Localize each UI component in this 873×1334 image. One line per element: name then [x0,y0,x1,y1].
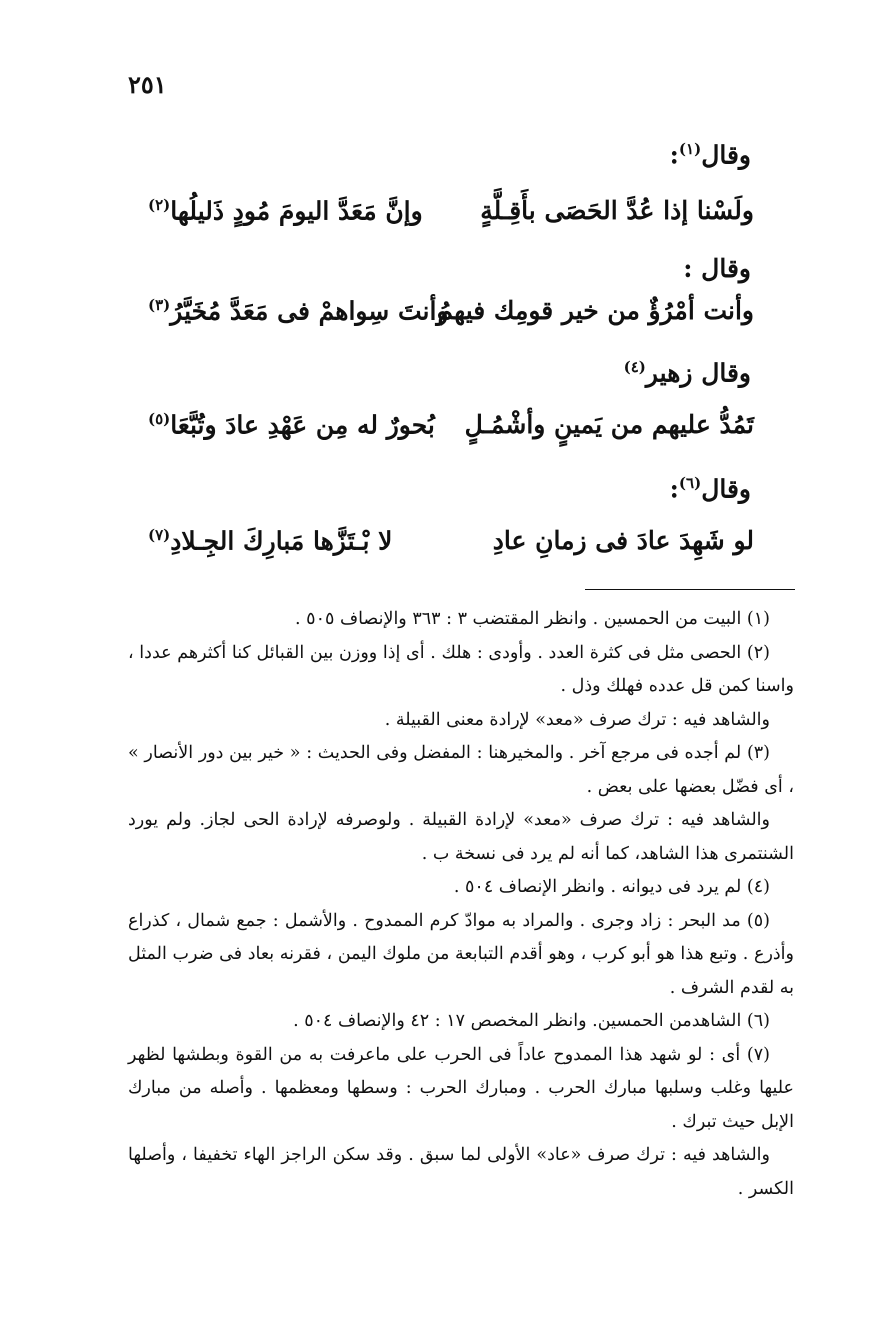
footnote-ref: (٦) [678,474,702,492]
verse-intro-colon: : [669,140,679,170]
hemistich-second: وأنتَ سِواهمْ فى مَعَدَّ مُخَيَّرُ [170,296,449,326]
verse-line-3 [128,410,754,458]
footnote-7: (٧) أى : لو شهد هذا الممدوح عاداً فى الحرب على ماعرفت به من القوة وبطشها لظهر عليها وغلب وسلبها مبارك الحرب . ومبارك الحرب : وسطها ومعظمها . وأصله من مبارك الإبل حيث تبرك . [128,1044,794,1132]
verse-intro-colon: : [669,474,679,504]
page-number: ٢٥١ [128,70,167,99]
footnote-ref: (٤) [623,358,646,376]
verse-intro-2 [683,254,751,283]
footnote-ref: (٥) [148,410,171,428]
verse-intro-3 [624,358,751,387]
footnote-separator [585,589,795,590]
footnote-ref: (٢) [148,196,171,214]
hemistich-second: وإنَّ مَعَدَّ اليومَ مُودٍ ذَليلُها [170,196,423,226]
verse-line-2 [128,296,754,344]
footnote-2-witness: والشاهد فيه : ترك صرف «معد» لإرادة معنى القبيلة . [384,709,770,730]
footnote-1: (١) البيت من الحمسين . وانظر المقتضب ٣ : ٣٦٣ والإنصاف ٥٠٥ . [295,609,770,629]
hemistich-first: تَمُدُّ عليهم من يَمينٍ وأشْمُـلٍ [464,410,754,439]
verse-intro-text: وقال [701,474,751,504]
verse-intro-1 [670,140,751,169]
footnote-6: (٦) الشاهدمن الحمسين. وانظر المخصص ١٧ : ٤٢ والإنصاف ٥٠٤ . [293,1011,770,1031]
footnote-4: (٤) لم يرد فى ديوانه . وانظر الإنصاف ٥٠٤ . [453,877,770,897]
footnote-7-witness: والشاهد فيه : ترك صرف «عاد» الأولى لما سبق . وقد سكن الراجز الهاء تخفيفا ، وأصلها الكسر . [128,1145,794,1199]
footnote-3-witness: والشاهد فيه : ترك صرف «معد» لإرادة القبيلة . ولوصرفه لإرادة الحى لجاز. ولم يورد الشنتمرى هذا الشاهد، كما أنه لم يرد فى نسخة ب . [128,810,794,864]
verse-line-1 [128,196,754,244]
verse-intro-4 [670,474,751,503]
hemistich-first: وأنت أمْرُؤٌ من خير قومِك فيهمُ [437,296,754,325]
verse-line-4 [128,526,754,574]
verse-intro-text: وقال : [683,254,751,283]
verse-intro-text: وقال زهير [645,358,751,388]
footnote-ref: (١) [678,140,702,158]
hemistich-first: ولَسْنا إذا عُدَّ الحَصَى بأَقِـلَّةٍ [480,196,754,225]
footnote-5: (٥) مد البحر : زاد وجرى . والمراد به موادّ كرم الممدوح . والأشمل : جمع شمال ، كذراع وأذرع . وتبع هذا هو أبو كرب ، وهو أقدم التبابعة من ملوك اليمن ، فقرنه بعاد فى ضرب المثل به لقدم الشرف . [128,910,794,998]
verse-intro-text: وقال [701,140,751,170]
footnotes [128,603,794,1206]
hemistich-second: بُحورٌ له مِن عَهْدِ عادَ وتُبَّعَا [170,410,435,440]
footnote-3: (٣) لم أجده فى مرجع آخر . والمخيرهنا : المفضل وفى الحديث : « خير بين دور الأنصار » ، أى فضّل بعضها على بعض . [128,743,794,797]
footnote-ref: (٧) [148,526,171,544]
footnote-ref: (٣) [148,296,171,314]
hemistich-second: لا بْـتَزَّها مَبارِكَ الجِـلادِ [170,526,393,556]
footnote-2: (٢) الحصى مثل فى كثرة العدد . وأودى : هلك . أى إذا ووزن بين القبائل كنا أكثرهم عددا ، واسنا كمن قل عدده فهلك وذل . [128,642,794,696]
hemistich-first: لو شَهِدَ عادَ فى زمانِ عادِ [492,526,754,555]
